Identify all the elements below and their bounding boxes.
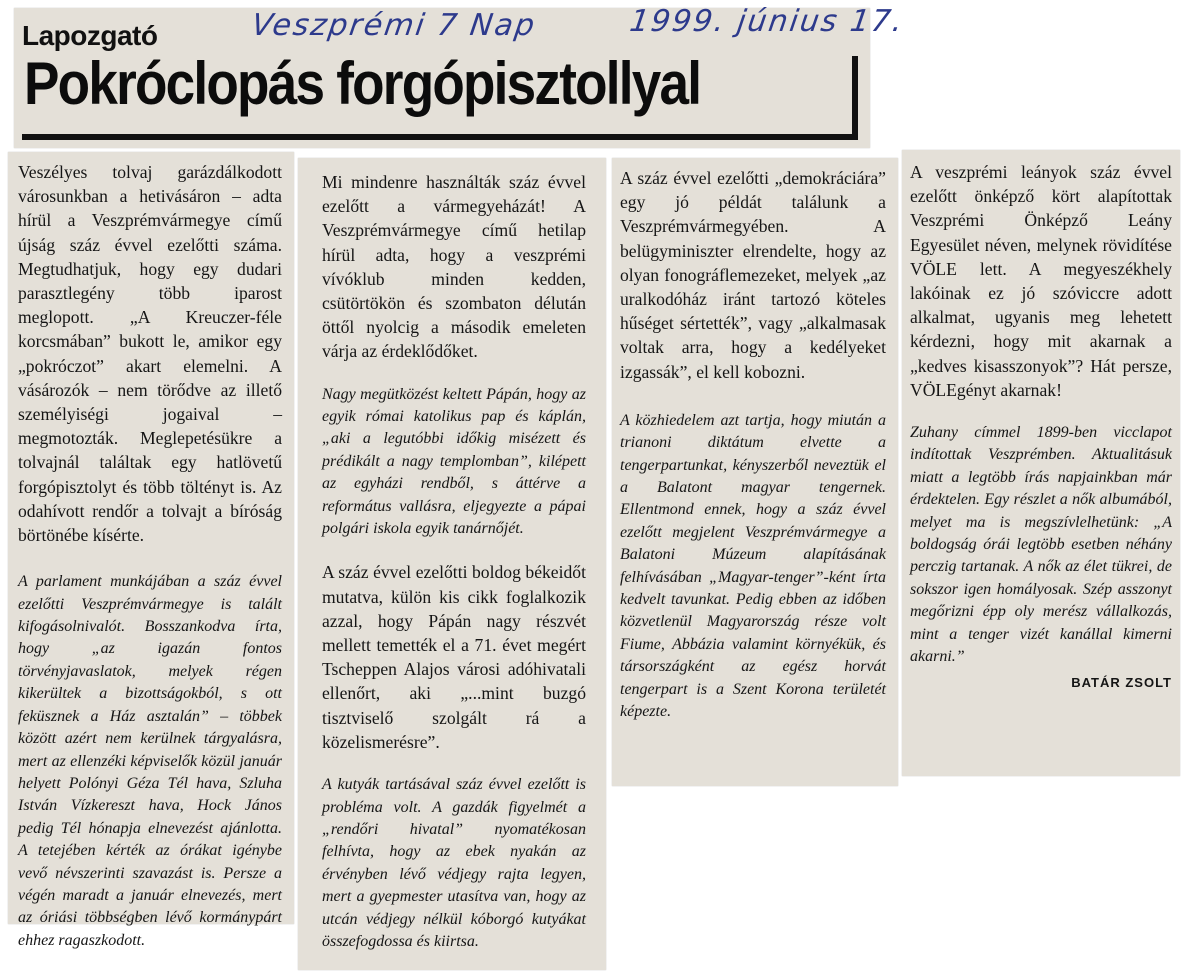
paragraph: A veszprémi leányok száz évvel ezelőtt önképző kört alapítottak Veszprémi Önképző Leány Egyesület néven, melynek rövidítése VÖLE lett. A megyeszékhely lakóinak ez jó szóviccre adott alkalmat, ugyanis meg lehetett kérdezni, hogy mit akarnak a „kedves kisasszonyok”? Hát persze, VÖLEgényt akarnak!: [910, 162, 1172, 400]
article-column-2: [322, 170, 586, 953]
article-column-1: [18, 160, 282, 952]
handwritten-source: Veszprémi 7 Nap: [249, 8, 539, 43]
section-kicker: Lapozgató: [22, 20, 158, 51]
handwritten-date: 1999. június 17.: [627, 4, 907, 39]
article-column-3: [620, 166, 886, 724]
header-rule-right: [852, 56, 858, 140]
paragraph: Nagy megütközést keltett Pápán, hogy az egyik római katolikus pap és káplán, „aki a legutóbbi időkig misézett és prédikált a nagy templomban”, kilépett az egyházi rendből, s áttérve a református vallásra, eljegyezte a pápai polgári iskola egyik tanárnőjét.: [322, 385, 586, 538]
paragraph: Mi mindenre használták száz évvel ezelőtt a vármegyeházát! A Veszprémvármegye című hetilap hírül adta, hogy a veszprémi vívóklub minden kedden, csütörtökön és szombaton délután öttől nyolcig a második emeleten várja az érdeklődőket.: [322, 172, 586, 362]
author-signature: BATÁR ZSOLT: [1071, 674, 1172, 690]
paragraph: Zuhany címmel 1899-ben vicclapot indítottak Veszprémben. Aktualitásuk miatt a legtöbb írás napjainkban már érdektelen. Egy részlet a nők albumából, melyet ma is megszívlelhetünk: „A boldogság órái legtöbb esetben néhány perczig tartanak. A nők az élet tükrei, de sokszor igen homályosak. Szép asszonyt megőrizni épp oly merész vállalkozás, mint a tenger vizét kanállal kimerni akarni.”: [910, 424, 1172, 666]
paragraph: A közhiedelem azt tartja, hogy miután a trianoni diktátum elvette a tengerpartunkat, kényszerből neveztük el a Balatont magyar tengernek. Ellentmond ennek, hogy a száz évvel ezelőtt megjelent Veszprémvármegye a Balatoni Múzeum alapításának felhívásában „Magyar-tenger”-ként írta kedvelt tavunkat. Pedig ebben az időben közvetlenül Magyarország része volt Fiume, Abbázia valamint környékük, és társországként az egész horvát tengerpart is a Szent Korona területét képezte.: [620, 411, 886, 721]
paragraph: A parlament munkájában a száz évvel ezelőtti Veszprémvármegye is talált kifogásolnivalót. Bosszankodva írta, hogy „az igazán fontos törvényjavaslatok, melyek régen kikerültek a bizottságokból, s ott feküsznek a Ház asztalán” – többek között azért nem kerülnek tárgyalásra, mert az ellenzéki képviselők közül január helyett Polónyi Géza Tél hava, Szluha István Vízkereszt hava, Hock János pedig Tél hónapja elnevezést ajánlotta. A tetejében kérték az órákat igénybe vevő névszerinti szavazást is. Persze a végén maradt a január elnevezés, mert az óriási többségben lévő kormánypárt ehhez ragaszkodott.: [18, 573, 282, 949]
article-headline: Pokróclopás forgópisztollyal: [24, 50, 701, 117]
paragraph: A száz évvel ezelőtti boldog békeidőt mutatva, külön kis cikk foglalkozik azzal, hogy Pápán nagy részvét mellett temették el a 71. évet megért Tscheppen Alajos városi adóhivatali ellenőrt, aki „...mint buzgó tisztviselő szolgált rá a közelismerésre”.: [322, 562, 586, 752]
paragraph: A száz évvel ezelőtti „demokráciára” egy jó példát találunk a Veszprémvármegyében. A belügyminiszter elrendelte, hogy az olyan fonográflemezeket, melyek „az uralkodóház iránt tartozó köteles hűséget sértették”, vagy „alkalmasak voltak arra, hogy a kedélyeket izgassák”, el kell kobozni.: [620, 168, 886, 382]
article-column-4: [910, 160, 1172, 695]
paragraph: Veszélyes tolvaj garázdálkodott városunkban a hetivásáron – adta hírül a Veszprémvármegye című újság száz évvel ezelőtti száma. Megtudhatjuk, hogy egy dudari parasztlegény több iparost meglopott. „A Kreuczer-féle korcsmában” bukott le, amikor egy „pokróczot” akart elemelni. A vásározók – nem törődve az illető személyiségi jogaival – megmotozták. Meglepetésükre a tolvajnál találtak egy hatlövetű forgópisztolyt és több töltényt is. Az odahívott rendőr a tolvajt a bíróság börtönébe kísérte.: [18, 162, 282, 546]
header-rule-bottom: [22, 134, 858, 140]
paragraph: A kutyák tartásával száz évvel ezelőtt is probléma volt. A gazdák figyelmét a „rendőri hivatal” nyomatékosan felhívta, hogy az ebek nyakán az érvényben lévő védjegy rajta legyen, mert a gyepmester utasítva van, hogy az utcán védjegy nélkül kóborgó kutyákat összefogdossa és kiirtsa.: [322, 776, 586, 950]
